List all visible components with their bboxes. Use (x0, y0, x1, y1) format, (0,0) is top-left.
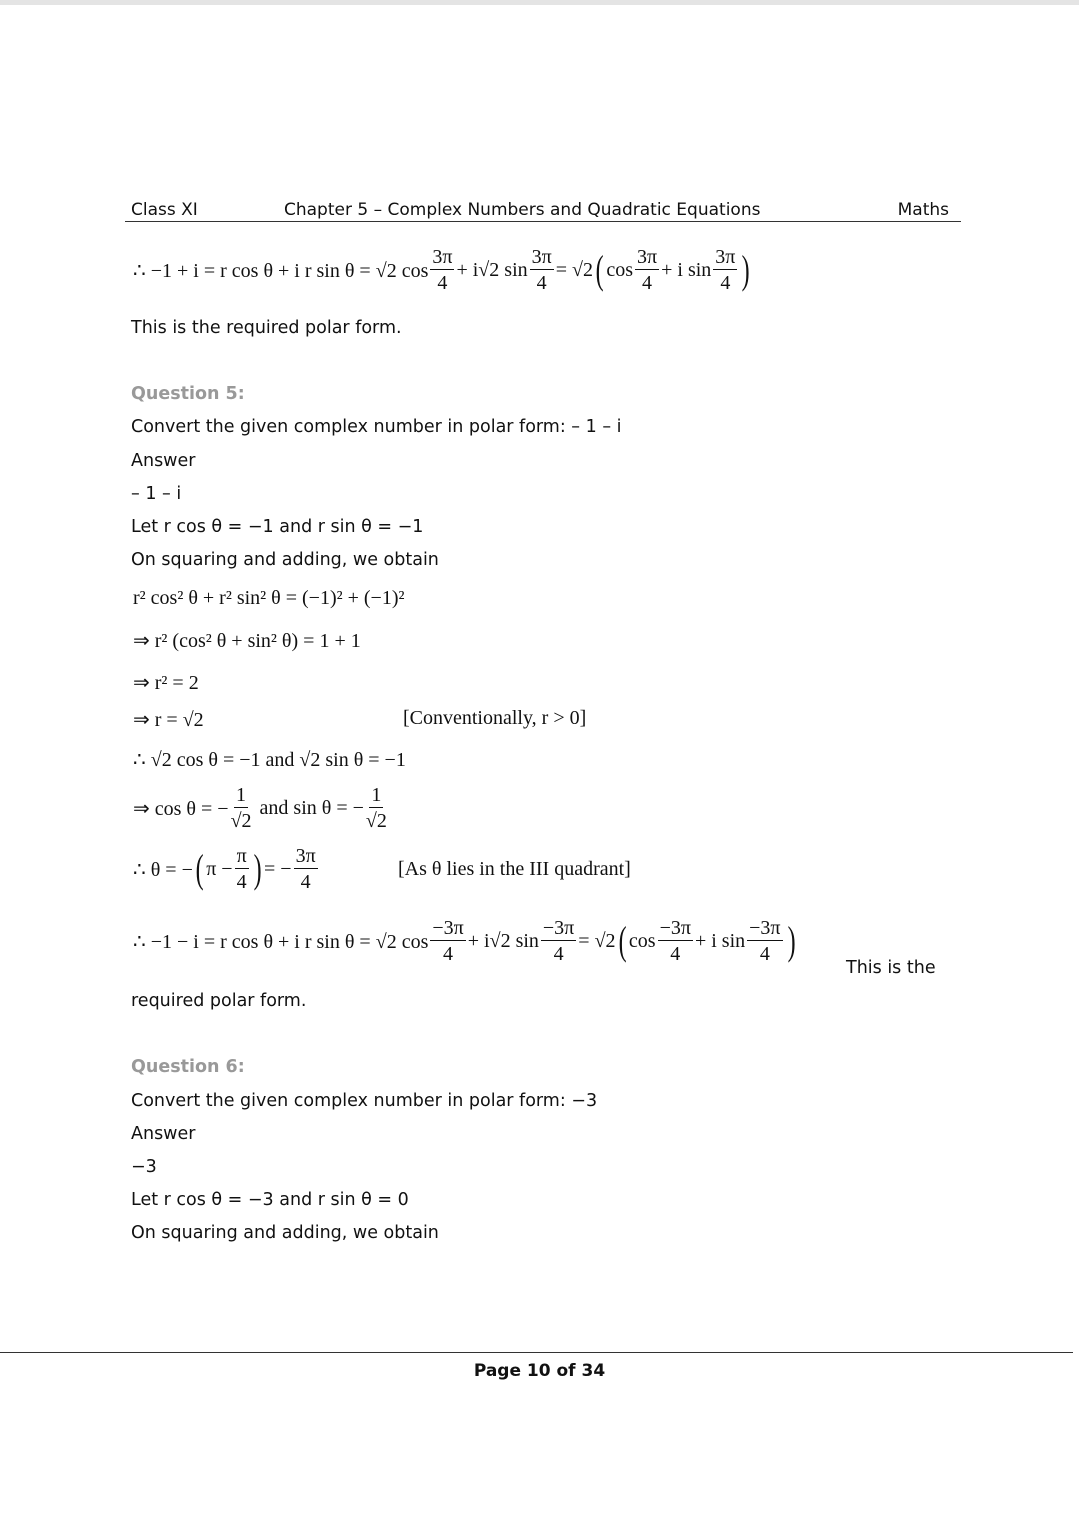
right-paren: ) (742, 247, 751, 292)
denominator: 4 (236, 871, 247, 893)
q4-final-equation (133, 247, 753, 293)
numerator: 3π (295, 845, 316, 867)
eq-text: + i sin (661, 258, 712, 281)
step-3: ⇒ r² = 2 (133, 672, 199, 694)
question-6-title: Question 6: (131, 1057, 245, 1077)
right-paren: ) (787, 918, 796, 963)
denominator: 4 (300, 871, 311, 893)
numerator: 1 (371, 784, 382, 806)
fraction (430, 918, 465, 964)
question-5-expr: – 1 – i (131, 484, 182, 504)
numerator: −3π (659, 917, 691, 939)
left-paren: ( (195, 846, 204, 891)
page-header (125, 199, 961, 222)
denominator: √2 (365, 810, 387, 832)
step-1: r² cos² θ + r² sin² θ = (−1)² + (−1)² (133, 587, 405, 609)
eq-text: π − (206, 857, 233, 880)
numerator: −3π (542, 917, 575, 939)
top-strip (0, 0, 1079, 5)
denominator: 4 (670, 943, 681, 965)
eq-text: ⇒ cos θ = − (133, 797, 229, 820)
eq-text: ∴ −1 − i = r cos θ + i r sin θ = √2 cos (133, 930, 429, 953)
numerator: π (236, 845, 247, 867)
fraction (530, 247, 554, 293)
page-number: Page 10 of 34 (473, 1361, 606, 1381)
denominator: 4 (553, 943, 564, 965)
fraction (658, 918, 693, 964)
fraction (747, 918, 782, 964)
numerator: 3π (432, 246, 453, 268)
question-6-let: Let r cos θ = −3 and r sin θ = 0 (131, 1190, 409, 1210)
denominator: 4 (759, 943, 770, 965)
numerator: −3π (749, 917, 781, 939)
denominator: 4 (720, 272, 731, 294)
eq-text: ∴ θ = − (133, 858, 193, 881)
header-subject: Maths (897, 200, 949, 220)
eq-text: and sin θ = − (259, 796, 364, 819)
denominator: √2 (230, 810, 252, 832)
denominator: 4 (443, 943, 454, 965)
left-paren: ( (595, 247, 604, 292)
q5-final-equation (133, 918, 798, 964)
question-6-expr: −3 (131, 1157, 157, 1177)
q5-trailing-text: This is the (846, 958, 936, 978)
eq-text: ∴ −1 + i = r cos θ + i r sin θ = √2 cos (133, 259, 429, 282)
q5-conclusion: required polar form. (131, 991, 307, 1011)
denominator: 4 (536, 272, 547, 294)
fraction (235, 846, 249, 892)
question-5-squaring: On squaring and adding, we obtain (131, 550, 439, 570)
question-5-answer-label: Answer (131, 451, 196, 471)
numerator: 3π (637, 246, 658, 268)
header-class: Class XI (131, 200, 198, 220)
question-5-title: Question 5: (131, 384, 245, 404)
cos-sin-line (133, 785, 389, 831)
eq-text: = √2 (555, 258, 593, 281)
question-6-squaring: On squaring and adding, we obtain (131, 1223, 439, 1243)
left-paren: ( (618, 918, 627, 963)
numerator: 3π (531, 246, 552, 268)
step-2: ⇒ r² (cos² θ + sin² θ) = 1 + 1 (133, 630, 361, 652)
question-5-let: Let r cos θ = −1 and r sin θ = −1 (131, 517, 424, 537)
eq-text: cos (606, 258, 633, 281)
eq-text: + i sin (694, 929, 746, 952)
q4-conclusion: This is the required polar form. (131, 318, 402, 338)
fraction (366, 785, 387, 831)
fraction (294, 846, 318, 892)
question-6-prompt: Convert the given complex number in polar form: −3 (131, 1091, 598, 1111)
quadrant-note: [As θ lies in the III quadrant] (398, 858, 631, 880)
numerator: 1 (236, 784, 247, 806)
eq-text: + i√2 sin (467, 929, 539, 952)
conventionally-note: [Conventionally, r > 0] (403, 707, 587, 729)
eq-text: = − (264, 857, 292, 880)
right-paren: ) (253, 846, 262, 891)
fraction (430, 247, 454, 293)
fraction (231, 785, 252, 831)
numerator: 3π (715, 246, 736, 268)
eq-text: = √2 (578, 929, 616, 952)
denominator: 4 (437, 272, 448, 294)
header-chapter: Chapter 5 – Complex Numbers and Quadratic Equations (284, 200, 761, 220)
question-6-answer-label: Answer (131, 1124, 196, 1144)
numerator: −3π (432, 917, 464, 939)
fraction (635, 247, 659, 293)
step-4: ⇒ r = √2 (133, 709, 204, 731)
footer-divider (0, 1352, 1073, 1353)
question-5-prompt: Convert the given complex number in polar form: – 1 – i (131, 417, 622, 437)
denominator: 4 (642, 272, 653, 294)
eq-text: + i√2 sin (456, 258, 528, 281)
theta-line (133, 846, 320, 892)
fraction (541, 918, 576, 964)
step-5: ∴ √2 cos θ = −1 and √2 sin θ = −1 (133, 749, 406, 771)
eq-text: cos (628, 929, 656, 952)
fraction (713, 247, 737, 293)
